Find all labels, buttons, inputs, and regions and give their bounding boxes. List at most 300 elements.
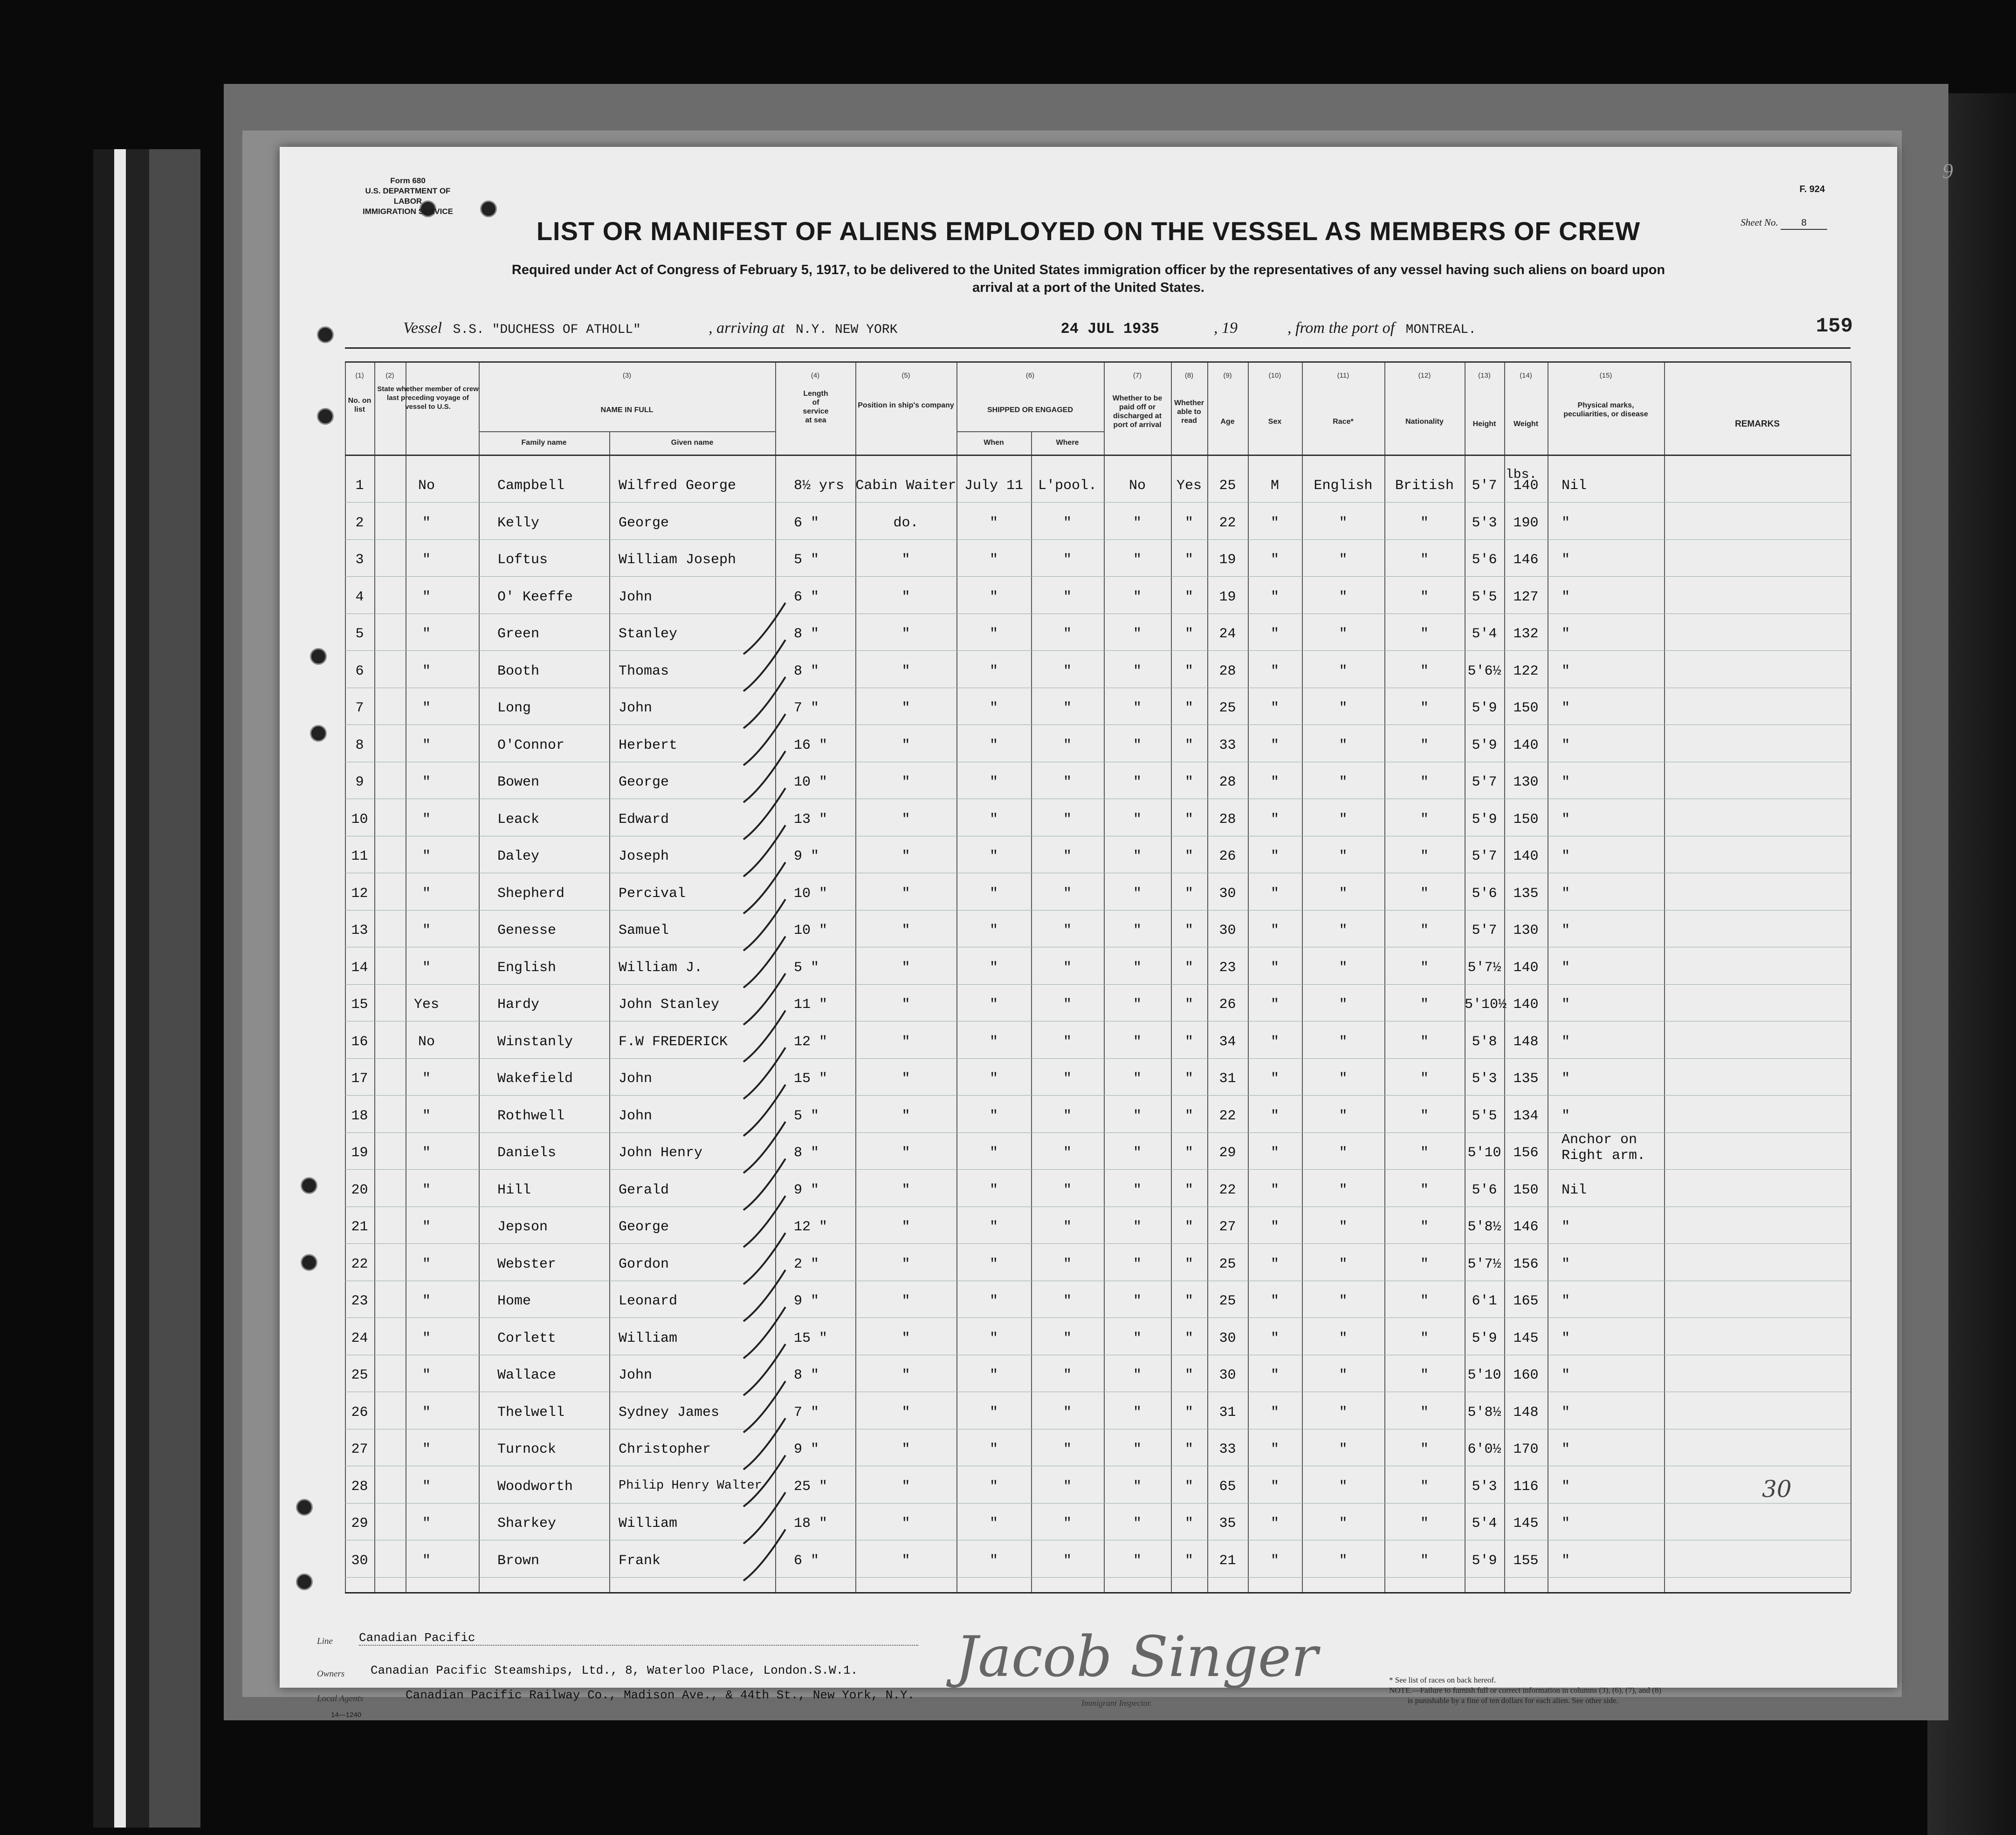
row-no-cell: 7 [355, 700, 364, 716]
arriving-label: , arriving at [709, 319, 785, 337]
row-nat-cell: " [1420, 552, 1429, 568]
arrival-port: N.Y. NEW YORK [796, 323, 898, 337]
row-race-cell: " [1339, 552, 1348, 568]
row-when-cell: " [989, 923, 998, 938]
row-weight-cell: 122 [1513, 663, 1539, 679]
row-family-cell: Thelwell [497, 1404, 565, 1421]
row-race-cell: " [1339, 626, 1348, 642]
row-race-cell: " [1339, 1367, 1348, 1383]
row-paid-cell: " [1133, 1404, 1142, 1421]
row-paid-cell: " [1133, 1367, 1142, 1383]
row-position-cell: " [901, 1404, 910, 1421]
row-race-cell: " [1339, 1442, 1348, 1457]
row-family-cell: O'Connor [497, 737, 565, 753]
row-weight-cell: 140 [1513, 959, 1539, 976]
row-weight-cell: 135 [1513, 1071, 1539, 1087]
header-physical-marks: Physical marks, peculiarities, or disease [1563, 401, 1648, 418]
row-given-cell: John [619, 700, 653, 716]
row-where-cell: " [1063, 1182, 1072, 1198]
row-read-cell: " [1184, 552, 1193, 568]
row-when-cell: " [989, 959, 998, 976]
row-no-cell: 13 [351, 923, 368, 938]
row-prev-cell: " [422, 1256, 431, 1272]
row-marks-cell: " [1562, 885, 1570, 902]
row-family-cell: Hill [497, 1182, 531, 1198]
row-where-cell: " [1063, 1219, 1072, 1235]
row-height-cell: 5'9 [1472, 1552, 1497, 1569]
row-nat-cell: British [1395, 478, 1454, 494]
row-when-cell: " [989, 1182, 998, 1198]
header-age: Age [1220, 418, 1235, 426]
row-nat-cell: " [1420, 1219, 1429, 1235]
row-position-cell: " [901, 1330, 910, 1346]
row-paid-cell: " [1133, 1478, 1142, 1495]
header-shipped-or-engaged: SHIPPED OR ENGAGED [987, 406, 1073, 414]
header-when: When [984, 439, 1004, 447]
row-sex-cell: " [1270, 1516, 1279, 1531]
row-when-cell: " [989, 1478, 998, 1495]
row-marks-cell: " [1562, 849, 1570, 864]
row-weight-cell: 145 [1513, 1516, 1539, 1531]
row-marks-cell: " [1562, 589, 1570, 605]
footnote-2: NOTE.—Failure to furnish full or correct information in columns (3), (6), (7), and (8) [1389, 1686, 1661, 1695]
row-when-cell: " [989, 774, 998, 790]
row-read-cell: " [1184, 923, 1193, 938]
row-race-cell: " [1339, 1293, 1348, 1309]
row-service-cell: 12 " [794, 1219, 828, 1235]
row-family-cell: English [497, 959, 557, 976]
row-nat-cell: " [1420, 700, 1429, 716]
line-value: Canadian Pacific [359, 1631, 918, 1646]
row-where-cell: " [1063, 1478, 1072, 1495]
row-no-cell: 11 [351, 849, 368, 864]
row-given-cell: Gordon [619, 1256, 669, 1272]
row-service-cell: 9 " [794, 849, 819, 864]
row-nat-cell: " [1420, 1330, 1429, 1346]
row-prev-cell: " [422, 1442, 431, 1457]
row-height-cell: 5'3 [1472, 515, 1497, 531]
row-no-cell: 1 [355, 478, 364, 494]
column-number: (8) [1184, 372, 1194, 379]
row-age-cell: 27 [1219, 1219, 1236, 1235]
row-family-cell: Turnock [497, 1442, 557, 1457]
row-service-cell: 12 " [794, 1034, 828, 1050]
row-paid-cell: " [1133, 663, 1142, 679]
row-service-cell: 2 " [794, 1256, 819, 1272]
row-marks-cell: " [1562, 923, 1570, 938]
row-service-cell: 15 " [794, 1330, 828, 1346]
row-paid-cell: " [1133, 552, 1142, 568]
row-when-cell: " [989, 1071, 998, 1087]
row-prev-cell: " [422, 959, 431, 976]
row-when-cell: " [989, 1552, 998, 1569]
sheet-value: 8 [1781, 218, 1827, 230]
row-race-cell: " [1339, 1219, 1348, 1235]
row-read-cell: " [1184, 959, 1193, 976]
row-paid-cell: No [1128, 478, 1146, 494]
row-weight-cell: 148 [1513, 1034, 1539, 1050]
subtitle-line-1: Required under Act of Congress of February 5, 1917, to be delivered to the United States immigration officer by the representatives of any vessel having such aliens on board upon [511, 262, 1665, 277]
line-label: Line [317, 1636, 333, 1646]
row-no-cell: 15 [351, 997, 368, 1013]
header-remarks: REMARKS [1734, 419, 1780, 429]
row-age-cell: 22 [1219, 1182, 1236, 1198]
row-read-cell: " [1184, 1330, 1193, 1346]
row-family-cell: Winstanly [497, 1034, 573, 1050]
shipped-subheader-rule [956, 431, 1104, 432]
row-read-cell: " [1184, 700, 1193, 716]
row-prev-cell: " [422, 1108, 431, 1124]
row-sex-cell: " [1270, 626, 1279, 642]
row-where-cell: " [1063, 1293, 1072, 1309]
row-prev-cell: " [422, 626, 431, 642]
column-number: (5) [901, 372, 910, 379]
row-height-cell: 5'4 [1472, 626, 1497, 642]
row-read-cell: " [1184, 1145, 1193, 1161]
row-height-cell: 5'6 [1472, 885, 1497, 902]
row-marks-cell: " [1562, 663, 1570, 679]
row-prev-cell: " [422, 1219, 431, 1235]
from-port: MONTREAL. [1405, 323, 1476, 337]
row-sex-cell: " [1270, 1367, 1279, 1383]
form-header [361, 176, 454, 217]
row-read-cell: " [1184, 1182, 1193, 1198]
row-paid-cell: " [1133, 923, 1142, 938]
row-paid-cell: " [1133, 1256, 1142, 1272]
row-weight-cell: 134 [1513, 1108, 1539, 1124]
row-where-cell: " [1063, 849, 1072, 864]
row-age-cell: 30 [1219, 923, 1236, 938]
row-weight-cell: 190 [1513, 515, 1539, 531]
row-service-cell: 8 " [794, 626, 819, 642]
row-no-cell: 16 [351, 1034, 368, 1050]
row-where-cell: " [1063, 626, 1072, 642]
row-nat-cell: " [1420, 1367, 1429, 1383]
row-position-cell: " [901, 811, 910, 828]
row-given-cell: Frank [619, 1552, 661, 1569]
row-sex-cell: " [1270, 1071, 1279, 1087]
row-sex-cell: " [1270, 923, 1279, 938]
binder-spine [93, 149, 200, 1828]
header-position: Position in ship's company [858, 401, 954, 409]
row-position-cell: " [901, 1145, 910, 1161]
row-given-cell: Philip Henry Walter [619, 1478, 762, 1493]
row-service-cell: 7 " [794, 700, 819, 716]
row-paid-cell: " [1133, 1552, 1142, 1569]
row-position-cell: " [901, 626, 910, 642]
row-race-cell: " [1339, 923, 1348, 938]
row-when-cell: " [989, 552, 998, 568]
row-where-cell: " [1063, 1552, 1072, 1569]
from-port-label: , from the port of [1287, 319, 1395, 337]
row-prev-cell: " [422, 1404, 431, 1421]
row-race-cell: " [1339, 1108, 1348, 1124]
column-number: (1) [355, 372, 364, 379]
row-nat-cell: " [1420, 1516, 1429, 1531]
row-height-cell: 5'5 [1472, 589, 1497, 605]
row-position-cell: " [901, 663, 910, 679]
row-no-cell: 8 [355, 737, 364, 753]
row-height-cell: 5'8 [1472, 1034, 1497, 1050]
row-read-cell: " [1184, 1256, 1193, 1272]
row-marks-cell: " [1562, 1219, 1570, 1235]
row-when-cell: " [989, 1330, 998, 1346]
row-read-cell: " [1184, 849, 1193, 864]
row-where-cell: " [1063, 1330, 1072, 1346]
row-paid-cell: " [1133, 849, 1142, 864]
row-family-cell: Campbell [497, 478, 565, 494]
row-read-cell: " [1184, 1108, 1193, 1124]
row-sex-cell: " [1270, 700, 1279, 716]
row-weight-cell: 146 [1513, 552, 1539, 568]
row-prev-cell: " [422, 923, 431, 938]
row-position-cell: " [901, 1478, 910, 1495]
row-when-cell: " [989, 515, 998, 531]
row-given-cell: John [619, 1108, 653, 1124]
row-sex-cell: " [1270, 849, 1279, 864]
row-read-cell: " [1184, 737, 1193, 753]
row-no-cell: 30 [351, 1552, 368, 1569]
row-marks-cell: " [1562, 1404, 1570, 1421]
row-paid-cell: " [1133, 1108, 1142, 1124]
divider [345, 347, 1851, 349]
row-no-cell: 2 [355, 515, 364, 531]
row-where-cell: " [1063, 1516, 1072, 1531]
print-code: 14—1240 [331, 1711, 362, 1719]
row-service-cell: 8 " [794, 1367, 819, 1383]
row-family-cell: Wallace [497, 1367, 557, 1383]
row-family-cell: Sharkey [497, 1516, 557, 1531]
row-height-cell: 5'10 [1467, 1145, 1501, 1161]
row-given-cell: Leonard [619, 1293, 678, 1309]
row-nat-cell: " [1420, 849, 1429, 864]
row-service-cell: 7 " [794, 1404, 819, 1421]
row-paid-cell: " [1133, 737, 1142, 753]
row-position-cell: " [901, 589, 910, 605]
row-sex-cell: " [1270, 1478, 1279, 1495]
row-paid-cell: " [1133, 997, 1142, 1013]
row-race-cell: " [1339, 663, 1348, 679]
row-age-cell: 30 [1219, 1330, 1236, 1346]
row-marks-cell: " [1562, 811, 1570, 828]
row-height-cell: 5'6 [1472, 552, 1497, 568]
row-service-cell: 13 " [794, 811, 828, 828]
header-race: Race* [1333, 418, 1354, 426]
row-nat-cell: " [1420, 1108, 1429, 1124]
row-when-cell: " [989, 1219, 998, 1235]
row-marks-cell: " [1562, 1552, 1570, 1569]
row-paid-cell: " [1133, 700, 1142, 716]
page-number: 159 [1816, 315, 1853, 338]
row-service-cell: 11 " [794, 997, 828, 1013]
row-weight-cell: 146 [1513, 1219, 1539, 1235]
row-family-cell: Home [497, 1293, 531, 1309]
row-given-cell: Stanley [619, 626, 678, 642]
row-nat-cell: " [1420, 1442, 1429, 1457]
row-marks-cell: " [1562, 1071, 1570, 1087]
department-name: U.S. DEPARTMENT OF LABOR [365, 186, 451, 206]
margin-tally: 30 [1762, 1476, 1792, 1503]
row-position-cell: " [901, 1182, 910, 1198]
row-height-cell: 5'9 [1472, 811, 1497, 828]
column-number: (14) [1520, 372, 1532, 379]
row-nat-cell: " [1420, 1034, 1429, 1050]
row-height-cell: 5'7½ [1467, 1256, 1501, 1272]
row-marks-cell: " [1562, 700, 1570, 716]
row-sex-cell: " [1270, 959, 1279, 976]
row-paid-cell: " [1133, 1145, 1142, 1161]
column-number: (9) [1223, 372, 1232, 379]
manifest-page [280, 147, 1953, 1719]
row-race-cell: " [1339, 1330, 1348, 1346]
row-position-cell: " [901, 885, 910, 902]
weight-unit: lbs. [1506, 468, 1537, 482]
row-sex-cell: M [1270, 478, 1279, 494]
row-no-cell: 18 [351, 1108, 368, 1124]
column-number: (6) [1025, 372, 1035, 379]
row-height-cell: 5'9 [1472, 700, 1497, 716]
row-service-cell: 9 " [794, 1442, 819, 1457]
sheet-label: Sheet No. [1741, 217, 1778, 228]
row-read-cell: " [1184, 885, 1193, 902]
row-given-cell: William J. [619, 959, 703, 976]
row-where-cell: " [1063, 737, 1072, 753]
header-name-in-full: NAME IN FULL [600, 406, 654, 414]
row-when-cell: " [989, 737, 998, 753]
row-position-cell: " [901, 737, 910, 753]
row-height-cell: 5'4 [1472, 1516, 1497, 1531]
row-family-cell: Daley [497, 849, 540, 864]
row-service-cell: 9 " [794, 1182, 819, 1198]
row-height-cell: 5'3 [1472, 1071, 1497, 1087]
row-sex-cell: " [1270, 1442, 1279, 1457]
row-given-cell: Percival [619, 885, 686, 902]
row-read-cell: " [1184, 1034, 1193, 1050]
service-name: IMMIGRATION SERVICE [363, 207, 453, 216]
row-sex-cell: " [1270, 774, 1279, 790]
row-no-cell: 19 [351, 1145, 368, 1161]
owners-value: Canadian Pacific Steamships, Ltd., 8, Waterloo Place, London.S.W.1. [371, 1663, 858, 1677]
row-prev-cell: " [422, 1330, 431, 1346]
row-read-cell: " [1184, 1367, 1193, 1383]
row-sex-cell: " [1270, 1293, 1279, 1309]
row-given-cell: George [619, 1219, 669, 1235]
row-read-cell: " [1184, 1219, 1193, 1235]
row-prev-cell: " [422, 700, 431, 716]
row-read-cell: " [1184, 1552, 1193, 1569]
row-height-cell: 5'7½ [1467, 959, 1501, 976]
row-age-cell: 65 [1219, 1478, 1236, 1495]
row-no-cell: 21 [351, 1219, 368, 1235]
row-paid-cell: " [1133, 811, 1142, 828]
row-weight-cell: 150 [1513, 811, 1539, 828]
row-no-cell: 3 [355, 552, 364, 568]
row-marks-cell: Nil [1562, 1182, 1587, 1198]
row-service-cell: 9 " [794, 1293, 819, 1309]
row-sex-cell: " [1270, 1256, 1279, 1272]
row-where-cell: " [1063, 885, 1072, 902]
row-where-cell: " [1063, 997, 1072, 1013]
row-position-cell: " [901, 700, 910, 716]
row-service-cell: 25 " [794, 1478, 828, 1495]
row-age-cell: 28 [1219, 811, 1236, 828]
row-weight-cell: 130 [1513, 923, 1539, 938]
row-weight-cell: 116 [1513, 1478, 1539, 1495]
row-paid-cell: " [1133, 1516, 1142, 1531]
row-read-cell: " [1184, 1442, 1193, 1457]
row-no-cell: 22 [351, 1256, 368, 1272]
row-position-cell: " [901, 774, 910, 790]
row-no-cell: 17 [351, 1071, 368, 1087]
row-prev-cell: No [418, 478, 435, 494]
row-race-cell: " [1339, 700, 1348, 716]
row-position-cell: " [901, 1108, 910, 1124]
row-position-cell: do. [893, 515, 919, 531]
row-family-cell: Brown [497, 1552, 540, 1569]
row-given-cell: Wilfred George [619, 478, 736, 494]
row-family-cell: Hardy [497, 997, 540, 1013]
row-weight-cell: 140 [1513, 997, 1539, 1013]
row-weight-cell: 135 [1513, 885, 1539, 902]
row-height-cell: 5'10 [1467, 1367, 1501, 1383]
row-paid-cell: " [1133, 1442, 1142, 1457]
footnote-3: is punishable by a fine of ten dollars for each alien. See other side. [1408, 1696, 1618, 1705]
row-marks-cell: " [1562, 997, 1570, 1013]
row-given-cell: John Stanley [619, 997, 720, 1013]
footnote [1389, 1675, 1661, 1706]
row-age-cell: 30 [1219, 885, 1236, 902]
inspector-label: Immigrant Inspector. [1081, 1698, 1152, 1708]
row-prev-cell: " [422, 737, 431, 753]
row-weight-cell: 160 [1513, 1367, 1539, 1383]
row-age-cell: 22 [1219, 1108, 1236, 1124]
row-prev-cell: No [418, 1034, 435, 1050]
footnote-1: * See list of races on back hereof. [1389, 1676, 1496, 1684]
row-sex-cell: " [1270, 589, 1279, 605]
row-family-cell: Green [497, 626, 540, 642]
row-read-cell: " [1184, 626, 1193, 642]
form-number: Form 680 [390, 176, 426, 185]
row-when-cell: " [989, 1108, 998, 1124]
row-nat-cell: " [1420, 1071, 1429, 1087]
header-previous-voyage: State whether member of crew last preceding voyage of vessel to U.S. [377, 385, 479, 411]
row-weight-cell: 140 [1513, 737, 1539, 753]
row-nat-cell: " [1420, 774, 1429, 790]
row-nat-cell: " [1420, 1182, 1429, 1198]
owners-label: Owners [317, 1669, 345, 1679]
row-marks-cell: " [1562, 1330, 1570, 1346]
row-age-cell: 29 [1219, 1145, 1236, 1161]
punch-hole-icon [296, 1499, 313, 1516]
column-number: (15) [1599, 372, 1612, 379]
row-sex-cell: " [1270, 1552, 1279, 1569]
row-where-cell: " [1063, 589, 1072, 605]
row-no-cell: 6 [355, 663, 364, 679]
row-nat-cell: " [1420, 1478, 1429, 1495]
row-prev-cell: " [422, 552, 431, 568]
row-family-cell: Wakefield [497, 1071, 573, 1087]
column-number: (7) [1133, 372, 1142, 379]
row-age-cell: 30 [1219, 1367, 1236, 1383]
row-age-cell: 19 [1219, 589, 1236, 605]
row-prev-cell: " [422, 1478, 431, 1495]
row-marks-cell: Nil [1562, 478, 1587, 494]
row-height-cell: 5'6½ [1467, 663, 1501, 679]
row-marks-cell: " [1562, 1478, 1570, 1495]
header-paid-off: Whether to be paid off or discharged at port of arrival [1112, 394, 1163, 429]
row-read-cell: " [1184, 1478, 1193, 1495]
row-prev-cell: Yes [413, 997, 439, 1013]
